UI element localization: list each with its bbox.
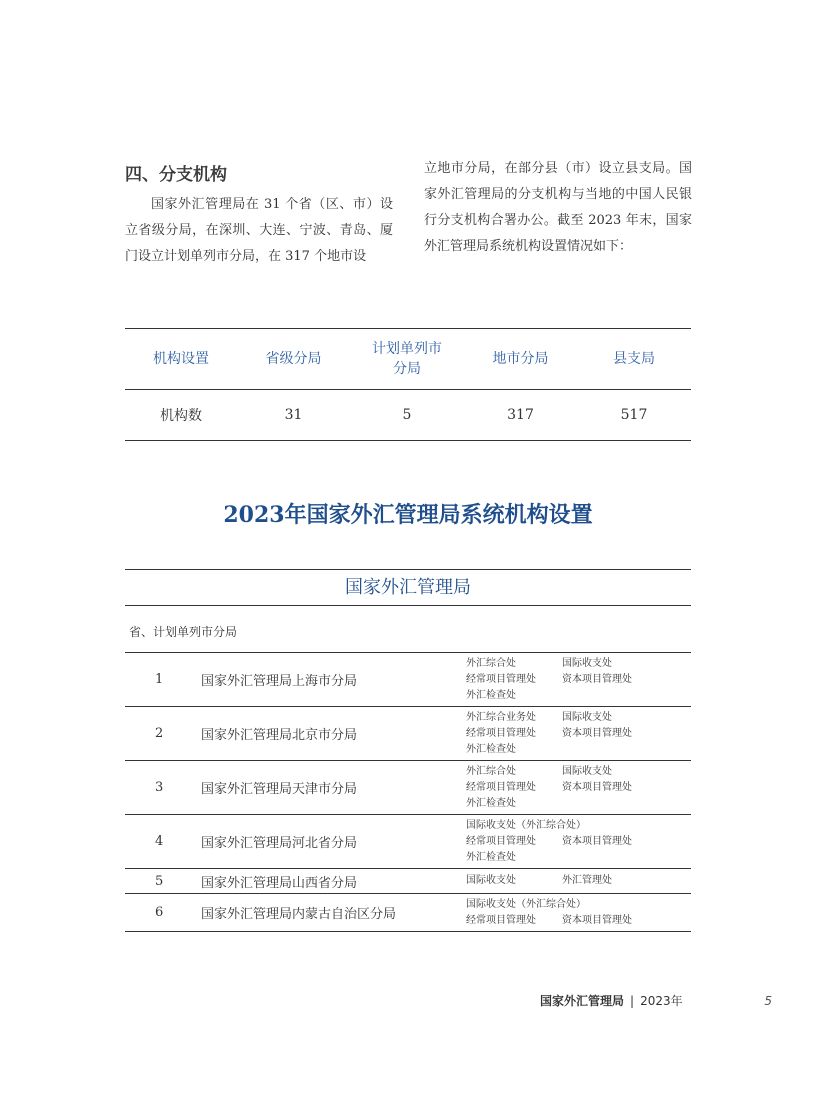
row-number: 4 (155, 834, 164, 849)
page-number: 5 (764, 993, 772, 1008)
summary-cell: 5 (402, 407, 412, 423)
department-list (466, 873, 691, 889)
branch-name: 国家外汇管理局上海市分局 (201, 674, 358, 689)
branch-name: 国家外汇管理局内蒙古自治区分局 (201, 907, 397, 922)
branch-name: 国家外汇管理局河北省分局 (201, 836, 358, 851)
row-number: 3 (155, 780, 164, 795)
summary-cell: 317 (507, 407, 534, 423)
branch-name: 国家外汇管理局北京市分局 (201, 728, 358, 743)
department: 经常项目管理处 (466, 727, 536, 739)
intro-paragraph-left: 国家外汇管理局在 31 个省（区、市）设立省级分局，在深圳、大连、宁波、青岛、厦门设立计划单列市分局，在 317 个地市设 (125, 197, 393, 264)
department: 国际收支处 (562, 765, 612, 777)
department-list (466, 897, 691, 929)
department: 资本项目管理处 (562, 781, 632, 793)
row-number: 6 (155, 905, 164, 920)
summary-header-row (125, 329, 691, 390)
department: 外汇检查处 (466, 743, 516, 755)
summary-header-cell: 省级分局 (265, 351, 322, 367)
summary-header-cell: 县支局 (613, 351, 655, 367)
branch-summary-table (125, 328, 691, 441)
branch-name: 国家外汇管理局天津市分局 (201, 782, 358, 797)
department: 外汇综合处 (466, 657, 516, 669)
department: 国际收支处 (562, 711, 612, 723)
department: 国际收支处 (562, 657, 612, 669)
summary-cell: 机构数 (160, 408, 202, 424)
department-list (466, 818, 691, 866)
intro-paragraph-right: 立地市分局，在部分县（市）设立县支局。国家外汇管理局的分支机构与当地的中国人民银行分支机构合署办公。截至 2023 年末，国家外汇管理局系统机构设置情况如下： (424, 161, 692, 254)
page-footer (540, 992, 772, 1009)
summary-header-cell: 计划单列市 分局 (372, 341, 442, 377)
department: 国际收支处（外汇综合处） (466, 898, 586, 910)
department: 外汇综合业务处 (466, 711, 536, 723)
section-title: 四、分支机构 (125, 165, 227, 185)
table-row (125, 869, 691, 894)
footer-year: 2023年 (640, 994, 683, 1008)
department: 经常项目管理处 (466, 914, 536, 926)
org-chart-table (125, 569, 691, 932)
org-chart-title: 2023年国家外汇管理局系统机构设置 (223, 502, 593, 528)
row-number: 1 (155, 672, 164, 687)
summary-data-row (125, 390, 691, 441)
row-number: 5 (155, 873, 164, 889)
department: 外汇检查处 (466, 689, 516, 701)
department-list (466, 656, 691, 704)
table-row (125, 815, 691, 869)
table-row (125, 761, 691, 815)
department: 资本项目管理处 (562, 914, 632, 926)
summary-cell: 517 (620, 407, 648, 423)
department: 经常项目管理处 (466, 835, 536, 847)
department: 经常项目管理处 (466, 673, 536, 685)
summary-header-cell: 地市分局 (492, 351, 549, 367)
summary-cell: 31 (284, 407, 303, 423)
department-list (466, 710, 691, 758)
department: 国际收支处（外汇综合处） (466, 819, 586, 831)
department: 外汇检查处 (466, 797, 516, 809)
summary-header-cell: 机构设置 (153, 351, 209, 367)
department: 外汇管理处 (562, 875, 612, 886)
row-number: 2 (155, 726, 164, 741)
table-row (125, 653, 691, 707)
department: 资本项目管理处 (562, 727, 632, 739)
table-row (125, 707, 691, 761)
table-row (125, 894, 691, 932)
department: 国际收支处 (466, 875, 516, 886)
department: 资本项目管理处 (562, 673, 632, 685)
branch-name: 国家外汇管理局山西省分局 (201, 875, 358, 891)
department: 资本项目管理处 (562, 835, 632, 847)
department: 经常项目管理处 (466, 781, 536, 793)
group-label: 省、计划单列市分局 (125, 606, 691, 653)
department: 外汇检查处 (466, 851, 516, 863)
footer-org-name: 国家外汇管理局 (540, 994, 625, 1008)
org-chart-header: 国家外汇管理局 (125, 569, 691, 606)
footer-separator: | (630, 993, 635, 1008)
department-list (466, 764, 691, 812)
department: 外汇综合处 (466, 765, 516, 777)
